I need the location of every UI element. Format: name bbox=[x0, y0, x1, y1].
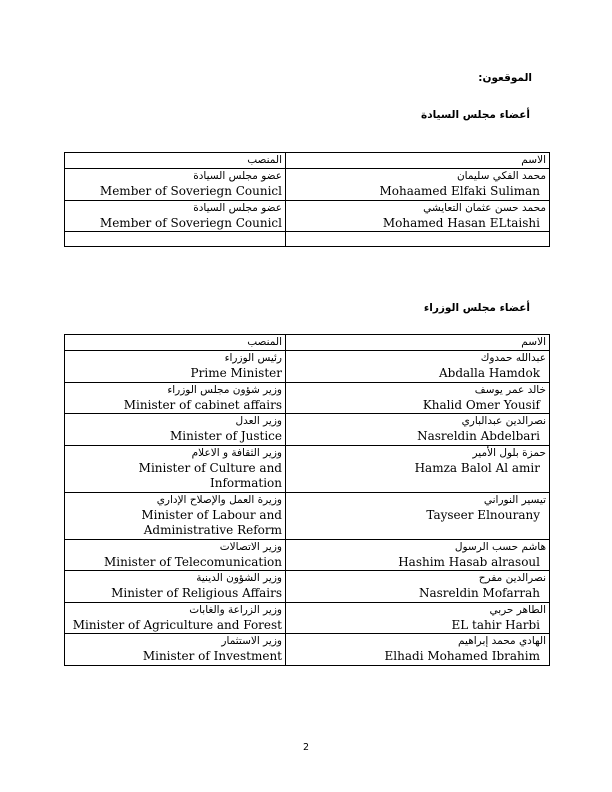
name-english: Hamza Balol Al amir bbox=[414, 460, 540, 475]
position-header: المنصب bbox=[247, 336, 282, 348]
position-header-cell bbox=[65, 335, 286, 351]
position-cell bbox=[65, 492, 286, 539]
name-english: EL tahir Harbi bbox=[451, 617, 540, 632]
position-cell bbox=[65, 382, 286, 414]
position-arabic: وزيرة العمل والإصلاح الإداري bbox=[156, 493, 282, 506]
position-cell bbox=[65, 634, 286, 666]
empty-cell bbox=[65, 232, 286, 247]
name-english: Tayseer Elnourany bbox=[426, 507, 540, 522]
position-english: Minister of Culture and Information bbox=[138, 460, 282, 490]
position-arabic: وزير العدل bbox=[235, 415, 282, 427]
position-arabic: وزير شؤون مجلس الوزراء bbox=[167, 383, 282, 396]
table-row bbox=[65, 571, 550, 603]
name-english: Abdalla Hamdok bbox=[438, 366, 540, 380]
name-header: الاسم bbox=[521, 154, 546, 166]
table-header-row bbox=[65, 335, 550, 351]
empty-table-row bbox=[65, 232, 550, 247]
table-row bbox=[65, 382, 550, 414]
name-english: Nasreldin Abdelbari bbox=[417, 429, 540, 443]
table-row bbox=[65, 539, 550, 571]
position-english: Minister of Justice bbox=[170, 429, 282, 443]
table-row bbox=[65, 169, 550, 201]
position-arabic: وزير الشؤون الدينية bbox=[196, 572, 282, 584]
table-row bbox=[65, 634, 550, 666]
name-arabic: حمزة بلول الأمير bbox=[472, 446, 546, 459]
name-cell bbox=[286, 445, 550, 492]
name-header: الاسم bbox=[521, 336, 546, 348]
table-row bbox=[65, 445, 550, 492]
sovereign-council-table bbox=[64, 152, 550, 247]
name-arabic: هاشم حسب الرسول bbox=[454, 540, 546, 553]
position-cell bbox=[65, 602, 286, 634]
table-row bbox=[65, 414, 550, 446]
position-cell bbox=[65, 351, 286, 383]
position-english: Minister of Labour and Administrative Reform bbox=[141, 507, 282, 537]
position-arabic: رئيس الوزراء bbox=[224, 352, 282, 364]
signatories-heading: الموقعون: bbox=[478, 72, 532, 84]
name-cell bbox=[286, 492, 550, 539]
position-arabic: وزير الاتصالات bbox=[219, 540, 282, 553]
name-english: Mohamed Hasan ELtaishi bbox=[382, 215, 540, 230]
name-cell bbox=[286, 382, 550, 414]
name-cell bbox=[286, 539, 550, 571]
sovereign-council-heading: أعضاء مجلس السيادة bbox=[421, 109, 530, 121]
name-arabic: خالد عمر يوسف bbox=[474, 383, 546, 396]
name-arabic: عبدالله حمدوك bbox=[480, 352, 546, 364]
position-english: Member of Soveriegn Counicl bbox=[99, 215, 282, 230]
position-english: Minister of Telecomunication bbox=[103, 554, 282, 569]
position-arabic: وزير الاستثمار bbox=[221, 635, 282, 647]
name-header-cell bbox=[286, 153, 550, 169]
position-english: Prime Minister bbox=[190, 366, 282, 380]
table-row bbox=[65, 200, 550, 232]
name-arabic: محمد الفكي سليمان bbox=[456, 170, 546, 182]
council-of-ministers-table bbox=[64, 334, 550, 666]
name-cell bbox=[286, 351, 550, 383]
table-row bbox=[65, 351, 550, 383]
table-row bbox=[65, 492, 550, 539]
position-arabic: وزير الزراعة والغابات bbox=[189, 603, 282, 616]
name-english: Khalid Omer Yousif bbox=[422, 397, 540, 412]
empty-cell bbox=[286, 232, 550, 247]
position-arabic: عضو مجلس السيادة bbox=[193, 201, 282, 214]
name-arabic: الطاهر حربي bbox=[489, 603, 546, 616]
council-of-ministers-heading: أعضاء مجلس الوزراء bbox=[423, 302, 530, 314]
name-cell bbox=[286, 571, 550, 603]
position-arabic: وزير الثقافة و الاعلام bbox=[191, 446, 282, 459]
name-arabic: نصرالدين عبدالباري bbox=[461, 415, 546, 427]
page-number: 2 bbox=[302, 742, 310, 753]
position-header-cell bbox=[65, 153, 286, 169]
name-cell bbox=[286, 634, 550, 666]
position-english: Minister of Religious Affairs bbox=[111, 586, 282, 600]
name-cell bbox=[286, 169, 550, 201]
position-header: المنصب bbox=[247, 154, 282, 166]
name-arabic: محمد حسن عثمان التعايشي bbox=[423, 201, 546, 214]
position-arabic: عضو مجلس السيادة bbox=[193, 170, 282, 182]
name-cell bbox=[286, 602, 550, 634]
name-arabic: نصرالدين مفرح bbox=[478, 572, 546, 584]
name-cell bbox=[286, 200, 550, 232]
position-cell bbox=[65, 571, 286, 603]
name-header-cell bbox=[286, 335, 550, 351]
position-cell bbox=[65, 169, 286, 201]
name-english: Nasreldin Mofarrah bbox=[418, 586, 540, 600]
position-cell bbox=[65, 200, 286, 232]
position-cell bbox=[65, 539, 286, 571]
position-english: Member of Soveriegn Counicl bbox=[99, 184, 282, 198]
table-row bbox=[65, 602, 550, 634]
position-english: Minister of cabinet affairs bbox=[123, 397, 282, 412]
name-english: Elhadi Mohamed Ibrahim bbox=[384, 649, 540, 663]
name-arabic: الهادي محمد إبراهيم bbox=[458, 635, 546, 647]
position-cell bbox=[65, 414, 286, 446]
position-english: Minister of Agriculture and Forest bbox=[72, 617, 282, 632]
name-arabic: تيسير النوراني bbox=[483, 493, 546, 506]
name-english: Mohaamed Elfaki Suliman bbox=[379, 184, 540, 198]
position-cell bbox=[65, 445, 286, 492]
name-cell bbox=[286, 414, 550, 446]
name-english: Hashim Hasab alrasoul bbox=[398, 554, 540, 569]
position-english: Minister of Investment bbox=[142, 649, 282, 663]
table-header-row bbox=[65, 153, 550, 169]
